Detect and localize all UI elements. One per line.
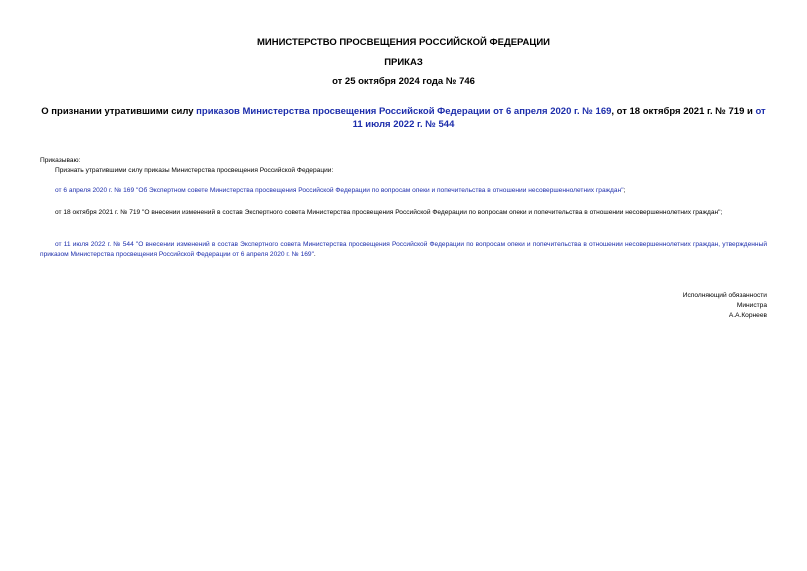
document-type: ПРИКАЗ — [384, 57, 423, 68]
list-item — [40, 240, 767, 259]
item-tail: ; — [720, 209, 723, 216]
signature-position: Исполняющий обязанности — [682, 292, 767, 299]
title-prefix: О признании утратившими силу — [41, 106, 197, 117]
document-date-number: от 25 октября 2024 года № 746 — [332, 76, 475, 87]
signature-name: А.А.Корнеев — [728, 312, 767, 319]
order-intro: Признать утратившими силу приказы Министерства просвещения Российской Федерации: — [55, 167, 334, 174]
order-word: Приказываю: — [40, 157, 81, 164]
document-title — [40, 105, 767, 131]
title-middle: , от 18 октября 2021 г. № 719 и — [611, 106, 756, 117]
item-link-order-544[interactable]: от 11 июля 2022 г. № 544 "О внесении изменений в состав Экспертного совета Министерства просвещения Российской Федерации по вопросам опеки и попечительства в отношении несовершеннолетних граждан, утвержденный приказом Министерства просвещения Российской Федерации от 6 апреля 2020 г. № 169" — [40, 241, 767, 258]
signature-role: Министра — [736, 302, 767, 309]
title-link-orders[interactable]: приказов Министерства просвещения Российской Федерации от 6 апреля 2020 г. № 169 — [196, 106, 612, 117]
item-link-order-169[interactable]: от 6 апреля 2020 г. № 169 "Об Экспертном совете Министерства просвещения Российской Федерации по вопросам опеки и попечительства в отношении несовершеннолетних граждан" — [55, 187, 624, 194]
item-tail: . — [313, 250, 316, 258]
title-link-order-544[interactable]: от 11 июля 2022 г. № 544 — [352, 106, 766, 130]
ministry-name: МИНИСТЕРСТВО ПРОСВЕЩЕНИЯ РОССИЙСКОЙ ФЕДЕРАЦИИ — [256, 37, 551, 48]
item-text-order-719: от 18 октября 2021 г. № 719 "О внесении изменений в состав Экспертного совета Министерства просвещения Российской Федерации по вопросам опеки и попечительства в отношении несовершеннолетних граждан" — [55, 209, 721, 216]
item-tail: ; — [623, 187, 626, 194]
list-item — [40, 208, 767, 218]
list-item — [40, 186, 767, 196]
